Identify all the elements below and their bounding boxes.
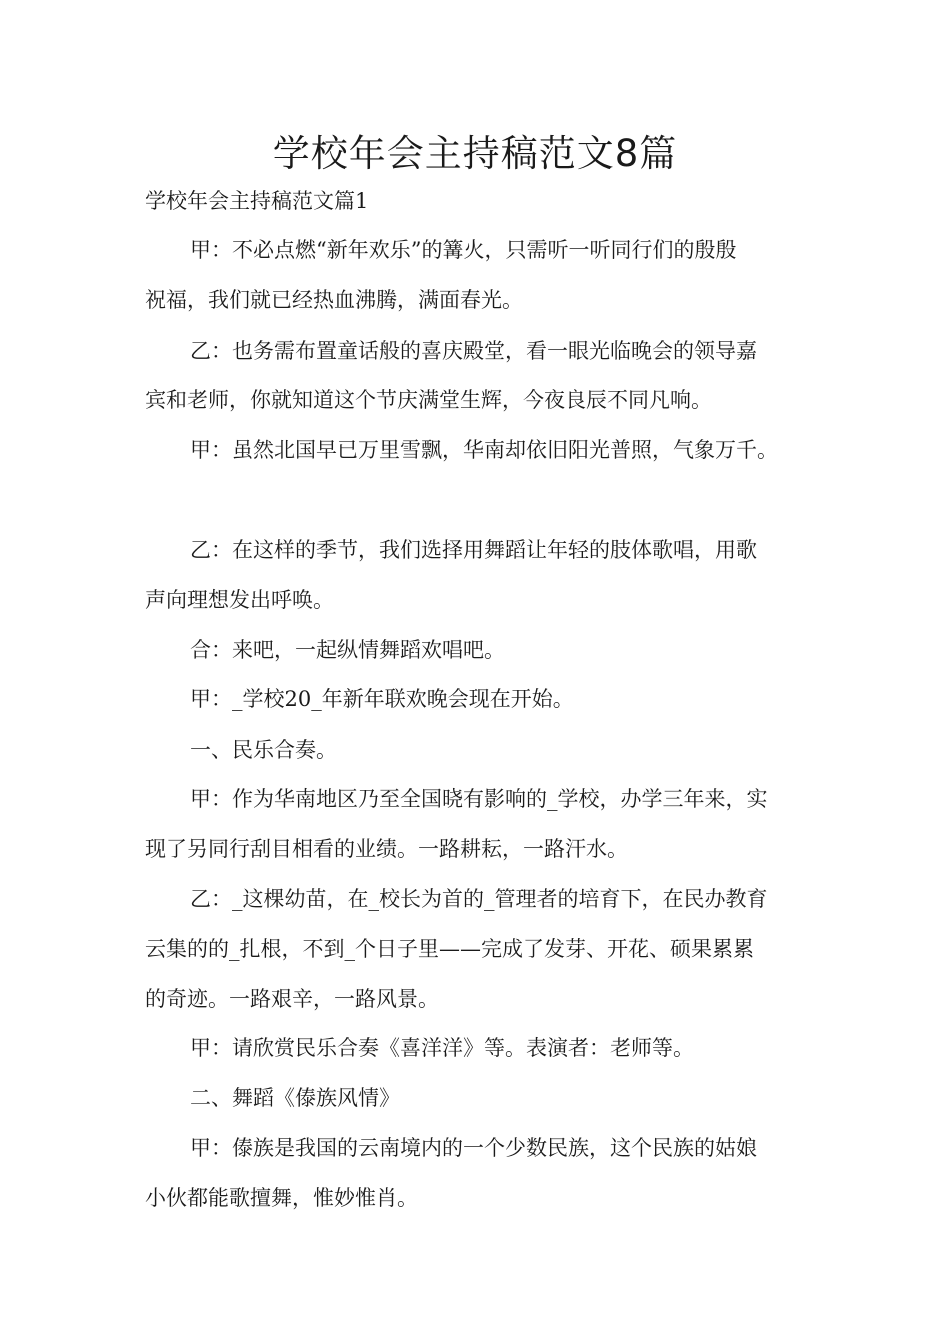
paragraph-line: 甲：傣族是我国的云南境内的一个少数民族，这个民族的姑娘	[190, 1136, 757, 1160]
paragraph-line: 声向理想发出呼唤。	[145, 588, 334, 612]
paragraph-line: 甲：不必点燃“新年欢乐”的篝火，只需听一听同行们的殷殷	[190, 238, 737, 262]
paragraph-line: 合：来吧，一起纵情舞蹈欢唱吧。	[190, 638, 505, 662]
paragraph-line: 乙：_这棵幼苗，在_校长为首的_管理者的培育下，在民办教育	[190, 887, 768, 911]
section-heading: 学校年会主持稿范文篇1	[145, 189, 369, 213]
paragraph-line: 甲：虽然北国早已万里雪飘，华南却依旧阳光普照，气象万千。	[190, 438, 778, 462]
paragraph-line: 甲：作为华南地区乃至全国晓有影响的_学校，办学三年来，实	[190, 787, 768, 811]
paragraph-line: 乙：也务需布置童话般的喜庆殿堂，看一眼光临晚会的领导嘉	[190, 339, 757, 363]
paragraph-line: 云集的的_扎根，不到_个日子里——完成了发芽、开花、硕果累累	[145, 937, 754, 961]
paragraph-line: 甲：_学校20_年新年联欢晚会现在开始。	[190, 687, 574, 711]
paragraph-line: 小伙都能歌擅舞，惟妙惟肖。	[145, 1186, 418, 1210]
paragraph-line: 现了另同行刮目相看的业绩。一路耕耘，一路汗水。	[145, 837, 628, 861]
paragraph-line: 宾和老师，你就知道这个节庆满堂生辉，今夜良辰不同凡响。	[145, 388, 712, 412]
paragraph-line: 祝福，我们就已经热血沸腾，满面春光。	[145, 288, 523, 312]
paragraph-line: 二、舞蹈《傣族风情》	[190, 1086, 400, 1110]
document-title: 学校年会主持稿范文8篇	[272, 132, 678, 175]
paragraph-line: 乙：在这样的季节，我们选择用舞蹈让年轻的肢体歌唱，用歌	[190, 538, 757, 562]
paragraph-line: 的奇迹。一路艰辛，一路风景。	[145, 987, 439, 1011]
paragraph-line: 一、民乐合奏。	[190, 738, 337, 762]
paragraph-line: 甲：请欣赏民乐合奏《喜洋洋》等。表演者：老师等。	[190, 1036, 694, 1060]
